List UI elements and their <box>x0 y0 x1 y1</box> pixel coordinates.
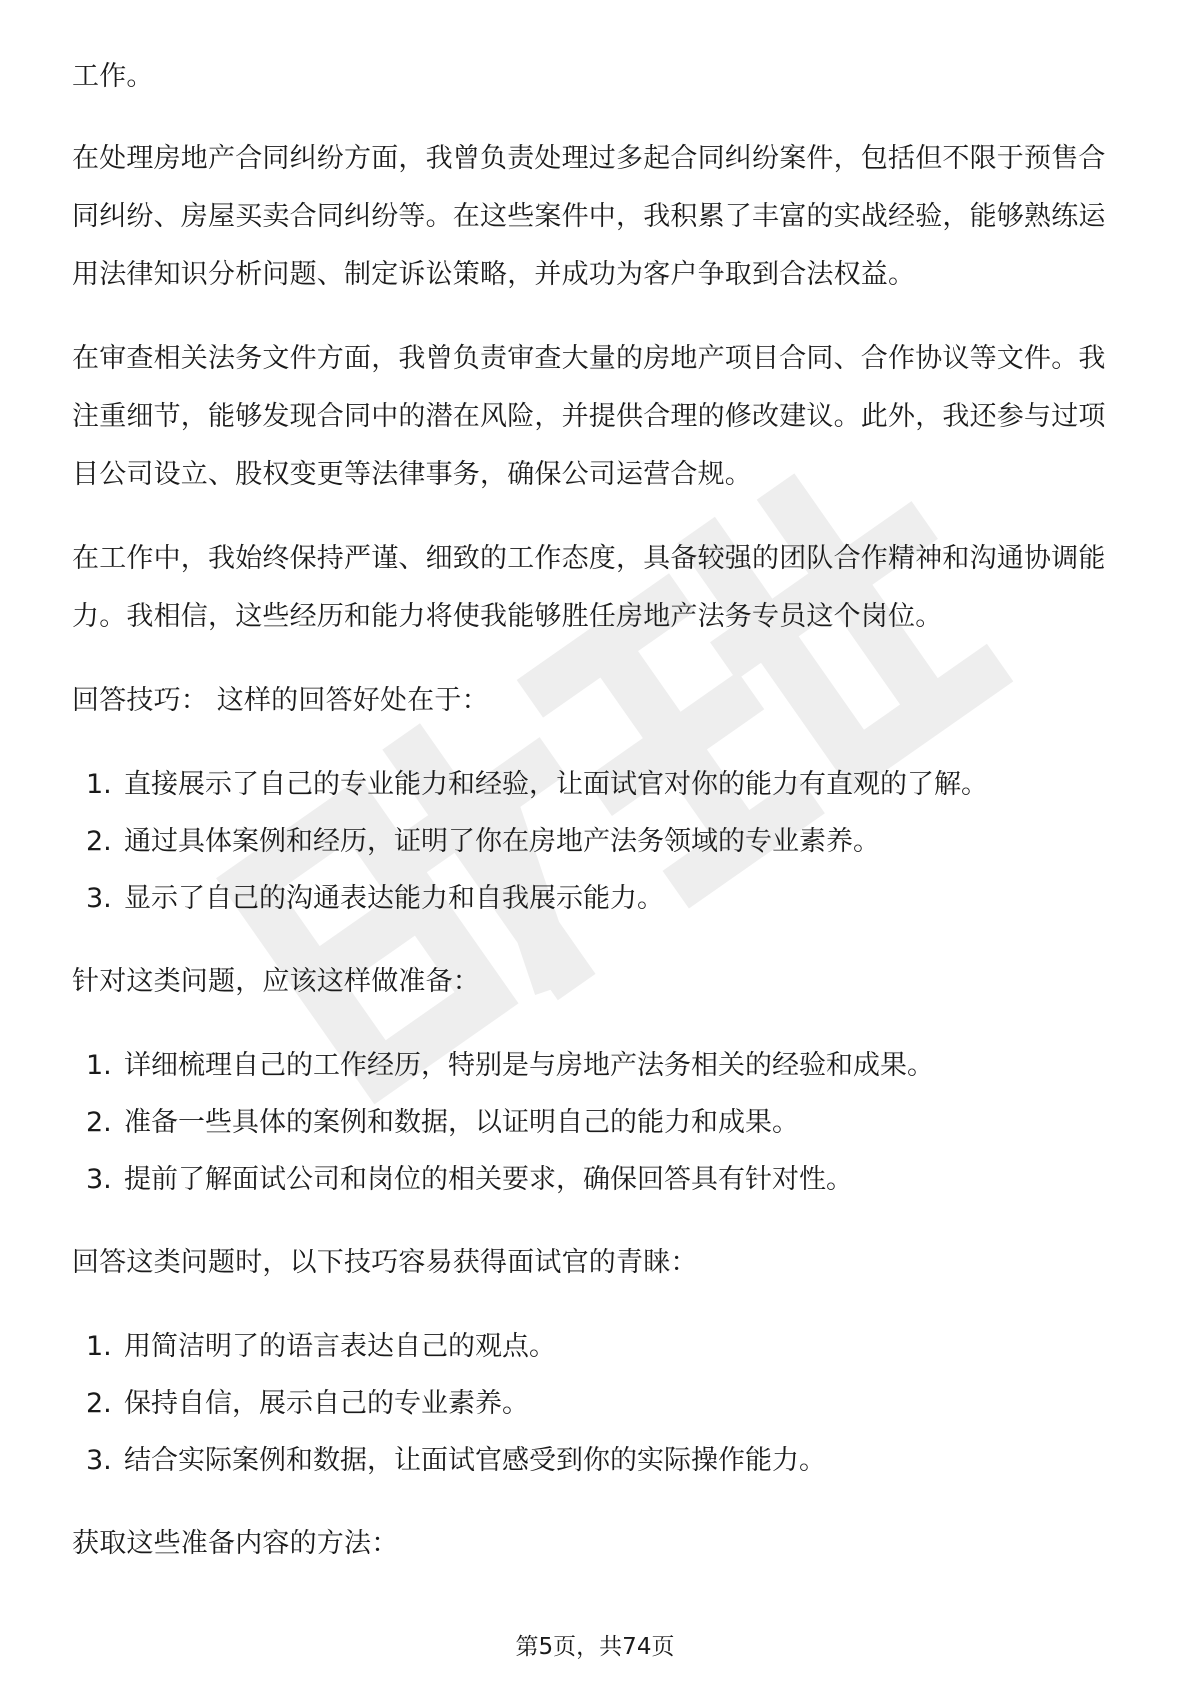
list-item: 1. 直接展示了自己的专业能力和经验，让面试官对你的能力有直观的了解。 <box>86 769 988 800</box>
list-item: 1. 用简洁明了的语言表达自己的观点。 <box>86 1331 556 1362</box>
list-item: 3. 结合实际案例和数据，让面试官感受到你的实际操作能力。 <box>86 1445 826 1476</box>
heading-preparation: 针对这类问题，应该这样做准备： <box>72 966 480 997</box>
paragraph-work-attitude: 在工作中，我始终保持严谨、细致的工作态度，具备较强的团队合作精神和沟通协调能力。我相信，这些经历和能力将使我能够胜任房地产法务专员这个岗位。 <box>72 543 1106 632</box>
paragraph-contract-disputes: 在处理房地产合同纠纷方面，我曾负责处理过多起合同纠纷案件，包括但不限于预售合同纠纷、房屋买卖合同纠纷等。在这些案件中，我积累了丰富的实战经验，能够熟练运用法律知识分析问题、制定诉讼策略，并成功为客户争取到合法权益。 <box>72 143 1106 290</box>
list-skills <box>72 1318 1118 1489</box>
list-item: 2. 保持自信，展示自己的专业素养。 <box>86 1388 529 1419</box>
heading-answer-tips: 回答技巧： 这样的回答好处在于： <box>72 685 489 716</box>
list-item: 2. 通过具体案例和经历，证明了你在房地产法务领域的专业素养。 <box>86 826 880 857</box>
document-body <box>72 48 1118 1599</box>
list-item: 3. 显示了自己的沟通表达能力和自我展示能力。 <box>86 883 664 914</box>
paragraph-intro-tail: 工作。 <box>72 61 154 92</box>
heading-methods: 获取这些准备内容的方法： <box>72 1528 399 1559</box>
list-answer-tips <box>72 756 1118 927</box>
page-number: 第5页，共74页 <box>515 1634 675 1660</box>
list-item: 2. 准备一些具体的案例和数据，以证明自己的能力和成果。 <box>86 1107 799 1138</box>
paragraph-document-review: 在审查相关法务文件方面，我曾负责审查大量的房地产项目合同、合作协议等文件。我注重细节，能够发现合同中的潜在风险，并提供合理的修改建议。此外，我还参与过项目公司设立、股权变更等法律事务，确保公司运营合规。 <box>72 343 1106 490</box>
list-preparation <box>72 1037 1118 1208</box>
list-item: 1. 详细梳理自己的工作经历，特别是与房地产法务相关的经验和成果。 <box>86 1050 934 1081</box>
list-item: 3. 提前了解面试公司和岗位的相关要求，确保回答具有针对性。 <box>86 1164 853 1195</box>
heading-skills: 回答这类问题时，以下技巧容易获得面试官的青睐： <box>72 1247 698 1278</box>
